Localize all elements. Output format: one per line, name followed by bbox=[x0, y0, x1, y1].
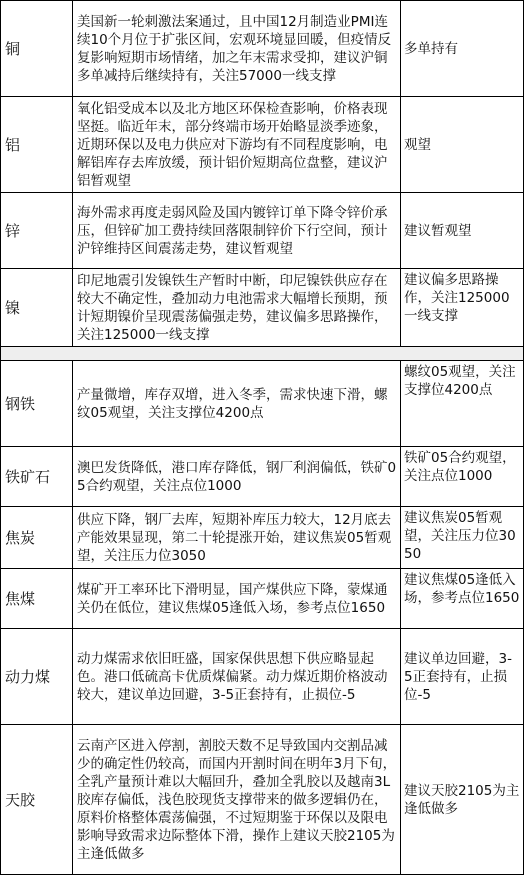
table-row-nickel bbox=[1, 269, 524, 347]
commodity-analysis: 氧化铝受成本以及北方地区环保检查影响，价格表现坚挺。临近年末，部分终端市场开始略显淡季迹象，近期环保以及电力供应对下游均有不同程度影响，电解铝库存去库放缓，预计铝价短期高位盘整，建议沪铝暂观望 bbox=[73, 97, 401, 193]
commodity-analysis: 煤矿开工率环比下滑明显，国产煤供应下降，蒙煤通关仍在低位，建议焦煤05逢低入场，参考点位1650 bbox=[73, 569, 401, 629]
commodity-name: 铁矿石 bbox=[1, 447, 73, 507]
commodity-name: 焦煤 bbox=[1, 569, 73, 629]
table-row-iron-ore bbox=[1, 447, 524, 507]
table-row-coking-coal bbox=[1, 569, 524, 629]
table-row-steel bbox=[1, 361, 524, 447]
table-row-coke bbox=[1, 507, 524, 569]
commodity-name: 钢铁 bbox=[1, 361, 73, 447]
commodity-advice: 建议单边回避，3-5正套持有，止损位-5 bbox=[401, 629, 524, 725]
commodity-advice: 铁矿05合约观望，关注点位1000 bbox=[401, 447, 524, 507]
commodity-analysis: 美国新一轮刺激法案通过，且中国12月制造业PMI连续10个月位于扩张区间，宏观环境显回暖，但疫情反复影响短期市场情绪，加之年末需求受抑，建议沪铜多单减持后继续持有，关注57000一线支撑 bbox=[73, 1, 401, 97]
divider-cell bbox=[1, 347, 524, 361]
commodity-advice: 建议焦煤05逢低入场，参考点位1650 bbox=[401, 569, 524, 629]
commodity-advice: 建议偏多思路操作，关注125000一线支撑 bbox=[401, 269, 524, 347]
commodity-advice: 多单持有 bbox=[401, 1, 524, 97]
table-row-aluminum bbox=[1, 97, 524, 193]
commodity-name: 镍 bbox=[1, 269, 73, 347]
commodity-name: 动力煤 bbox=[1, 629, 73, 725]
table-row-rubber bbox=[1, 725, 524, 875]
commodity-analysis: 印尼地震引发镍铁生产暂时中断，印尼镍铁供应存在较大不确定性，叠加动力电池需求大幅增长预期，预计短期镍价呈现震荡偏强走势，建议偏多思路操作，关注125000一线支撑 bbox=[73, 269, 401, 347]
commodity-advice: 螺纹05观望，关注支撑位4200点 bbox=[401, 361, 524, 447]
commodity-advice: 建议天胶2105为主逢低做多 bbox=[401, 725, 524, 875]
commodity-name: 铝 bbox=[1, 97, 73, 193]
commodity-name: 焦炭 bbox=[1, 507, 73, 569]
section-divider bbox=[1, 347, 524, 361]
commodity-name: 天胶 bbox=[1, 725, 73, 875]
commodity-advice: 建议焦炭05暂观望，关注压力位3050 bbox=[401, 507, 524, 569]
commodity-analysis: 供应下降，钢厂去库，短期补库压力较大，12月底去产能效果显现，第二十轮提涨开始，建议焦炭05暂观望，关注压力位3050 bbox=[73, 507, 401, 569]
commodity-analysis: 产量微增，库存双增，进入冬季，需求快速下滑，螺纹05观望，关注支撑位4200点 bbox=[73, 361, 401, 447]
commodity-advice: 观望 bbox=[401, 97, 524, 193]
commodity-analysis: 澳巴发货降低，港口库存降低，钢厂利润偏低，铁矿05合约观望，关注点位1000 bbox=[73, 447, 401, 507]
table-row-thermal-coal bbox=[1, 629, 524, 725]
table-row-zinc bbox=[1, 193, 524, 269]
commodity-analysis: 海外需求再度走弱风险及国内镀锌订单下降令锌价承压，但锌矿加工费持续回落限制锌价下行空间，预计沪锌维持区间震荡走势，建议暂观望 bbox=[73, 193, 401, 269]
commodity-name: 锌 bbox=[1, 193, 73, 269]
commodity-name: 铜 bbox=[1, 1, 73, 97]
table-row-copper bbox=[1, 1, 524, 97]
commodity-analysis: 云南产区进入停割，割胶天数不足导致国内交割品减少的确定性仍较高，而国内开割时间在明年3月下旬，全乳产量预计难以大幅回升，叠加全乳胶以及越南3L胶库存偏低，浅色胶现货支撑带来的做多逻辑仍在，原料价格整体震荡偏强，不过短期鉴于环保以及限电影响导致需求边际整体下滑，操作上建议天胶2105为主逢低做多 bbox=[73, 725, 401, 875]
commodity-advice: 建议暂观望 bbox=[401, 193, 524, 269]
commodity-analysis: 动力煤需求依旧旺盛，国家保供思想下供应略显起色。港口低硫高卡优质煤偏紧。动力煤近期价格波动较大，建议单边回避，3-5正套持有，止损位-5 bbox=[73, 629, 401, 725]
